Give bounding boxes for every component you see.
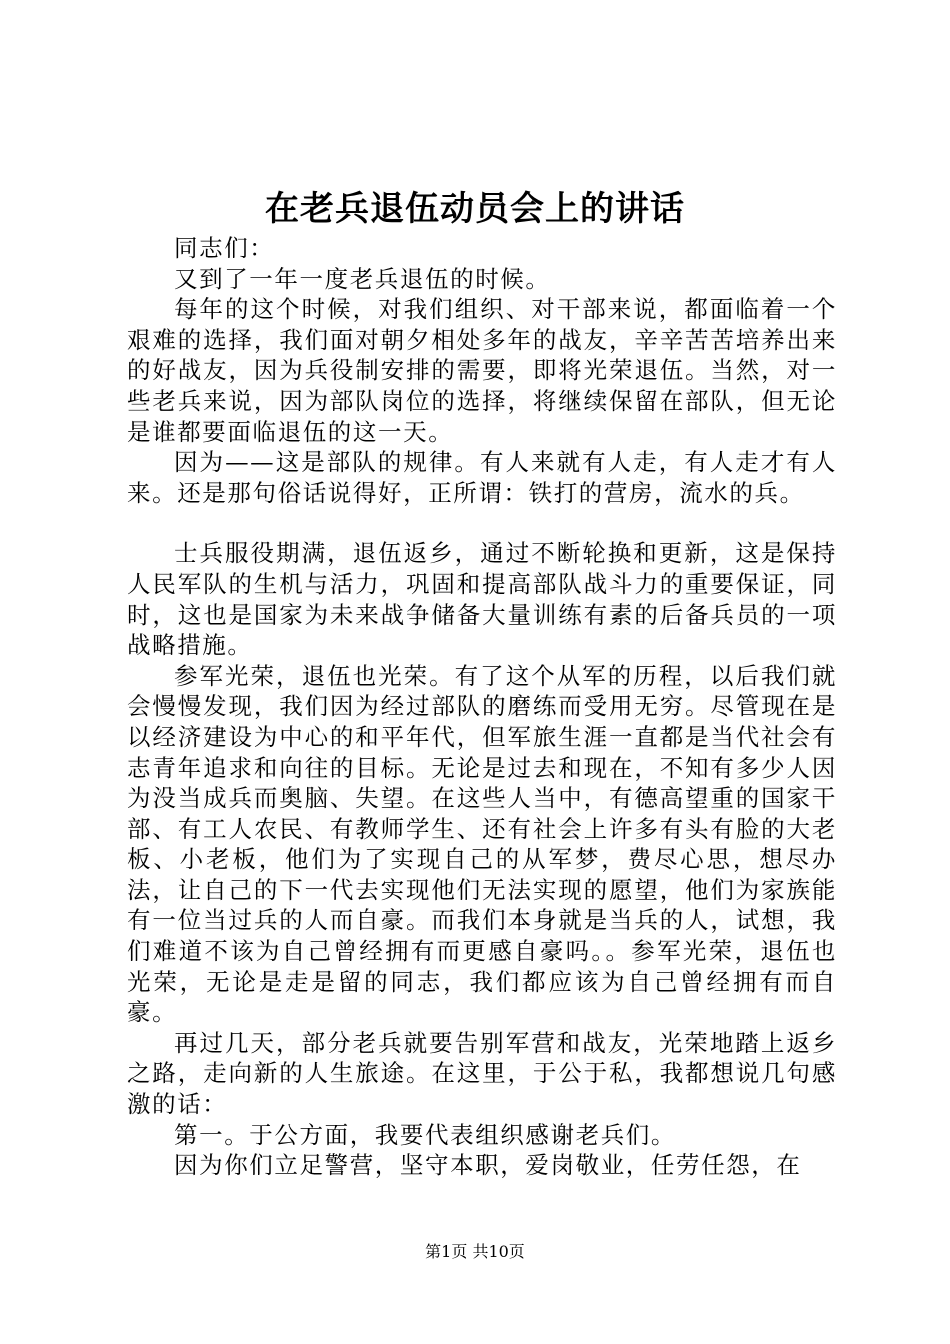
- paragraph-6: 再过几天，部分老兵就要告别军营和战友，光荣地踏上返乡之路，走向新的人生旅途。在这里，于公于私，我都想说几句感激的话：: [127, 1028, 837, 1119]
- paragraph-4: 士兵服役期满，退伍返乡，通过不断轮换和更新，这是保持人民军队的生机与活力，巩固和提高部队战斗力的重要保证，同时，这也是国家为未来战争储备大量训练有素的后备兵员的一项战略措施。: [127, 539, 837, 660]
- paragraph-5: 参军光荣，退伍也光荣。有了这个从军的历程，以后我们就会慢慢发现，我们因为经过部队的磨练而受用无穷。尽管现在是以经济建设为中心的和平年代，但军旅生涯一直都是当代社会有志青年追求和向往的目标。无论是过去和现在，不知有多少人因为没当成兵而奥脑、失望。在这些人当中，有德高望重的国家干部、有工人农民、有教师学生、还有社会上许多有头有脸的大老板、小老板，他们为了实现自己的从军梦，费尽心思，想尽办法，让自己的下一代去实现他们无法实现的愿望，他们为家族能有一位当过兵的人而自豪。而我们本身就是当兵的人，试想，我们难道不该为自己曾经拥有而更感自豪吗。。参军光荣，退伍也光荣，无论是走是留的同志，我们都应该为自己曾经拥有而自豪。: [127, 661, 837, 1027]
- paragraph-3: 因为——这是部队的规律。有人来就有人走，有人走才有人来。还是那句俗话说得好，正所谓：铁打的营房，流水的兵。: [127, 448, 837, 507]
- paragraph-1: 又到了一年一度老兵退伍的时候。: [174, 264, 551, 293]
- paragraph-8: 因为你们立足警营，坚守本职，爱岗敬业，任劳任怨，在: [174, 1151, 802, 1180]
- salutation-paragraph: 同志们：: [174, 234, 275, 262]
- page-number-footer: 第1页 共10页: [425, 1242, 525, 1261]
- paragraph-2: 每年的这个时候，对我们组织、对干部来说，都面临着一个艰难的选择，我们面对朝夕相处多年的战友，辛辛苦苦培养出来的好战友，因为兵役制安排的需要，即将光荣退伍。当然，对一些老兵来说，因为部队岗位的选择，将继续保留在部队，但无论是谁都要面临退伍的这一天。: [127, 295, 837, 446]
- document-body: [127, 233, 837, 1181]
- document-title: 在老兵退伍动员会上的讲话: [265, 189, 685, 229]
- paragraph-7: 第一。于公方面，我要代表组织感谢老兵们。: [174, 1120, 676, 1149]
